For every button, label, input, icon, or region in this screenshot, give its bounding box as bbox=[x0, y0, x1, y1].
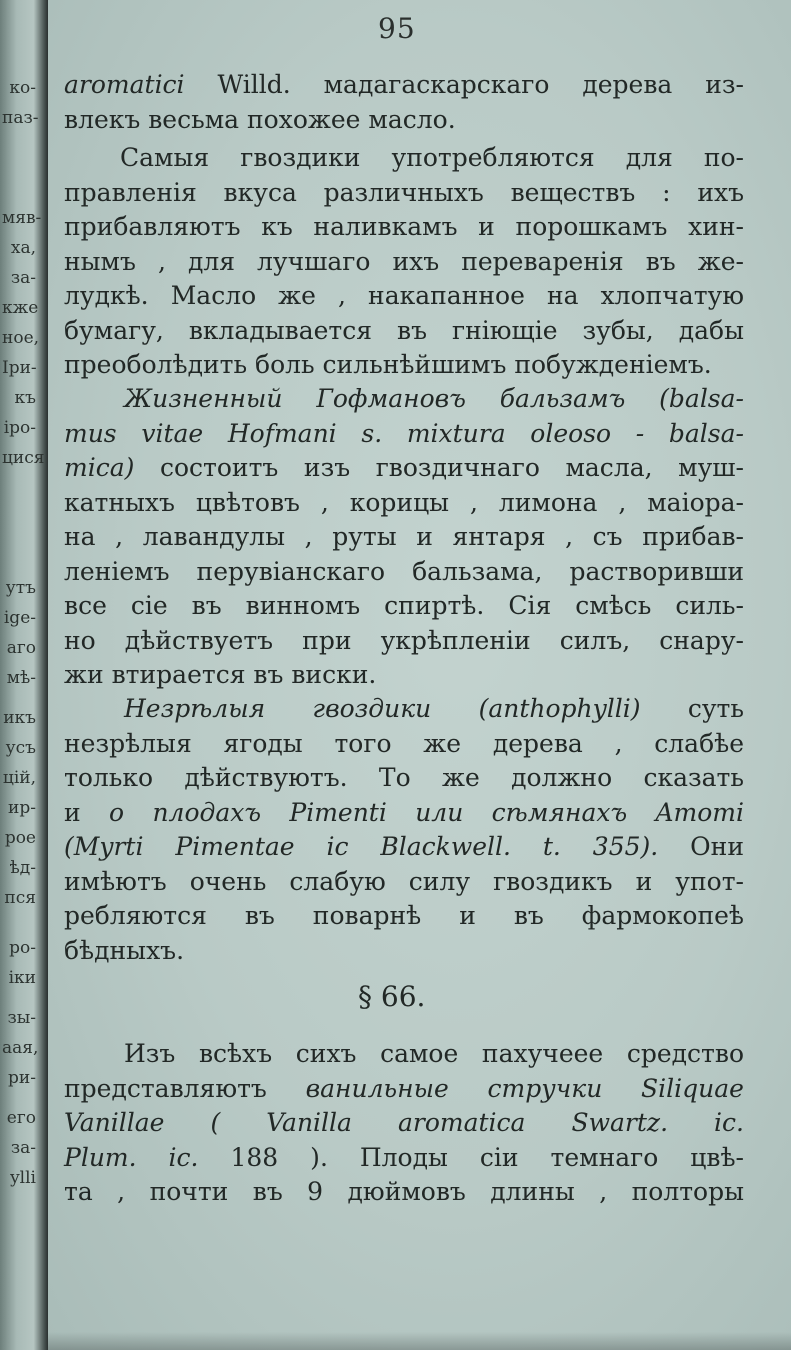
text-line: леніемъ перувіанскаго бальзама, растворивши bbox=[64, 556, 744, 586]
margin-fragment: утъ bbox=[5, 578, 36, 598]
margin-fragment: цій, bbox=[2, 768, 36, 788]
text-run: и bbox=[64, 797, 110, 827]
latin-term: (Myrti Pimentae ic Blackwell. t. 355). bbox=[64, 832, 659, 861]
margin-fragment: зы- bbox=[7, 1008, 36, 1028]
margin-fragment: ѣд- bbox=[9, 858, 36, 878]
text-line: ребляются въ поварнѣ и въ фармокопеѣ bbox=[64, 901, 744, 930]
page-edge-shadow bbox=[48, 1332, 791, 1350]
margin-fragment: ри- bbox=[8, 1068, 36, 1088]
latin-term: aromatici bbox=[64, 70, 185, 99]
margin-fragment: къ bbox=[14, 388, 36, 408]
text-line: бумагу, вкладывается въ гніющіе зубы, дабы bbox=[64, 315, 744, 345]
margin-fragment: ное, bbox=[2, 328, 40, 348]
margin-fragment: мяв- bbox=[2, 208, 42, 228]
text-line: преоболѣдить боль сильнѣйшимъ побужденіемъ. bbox=[64, 350, 712, 379]
italic-term: о плодахъ Pimenti или сѣмянахъ Amomi bbox=[109, 797, 745, 827]
text-line bbox=[64, 830, 744, 865]
text-run: представляютъ bbox=[64, 1073, 306, 1103]
paragraph-5 bbox=[64, 1037, 744, 1210]
paragraph-3 bbox=[64, 382, 744, 693]
text-line: незрѣлыя ягоды того же дерева , слабѣе bbox=[64, 728, 744, 758]
margin-fragment: цися bbox=[2, 448, 45, 468]
margin-fragment: ige- bbox=[3, 608, 36, 628]
margin-fragment: кже bbox=[2, 298, 39, 318]
text-line: прибавляютъ къ наливкамъ и порошкамъ хин- bbox=[64, 212, 744, 241]
text-line bbox=[64, 451, 744, 486]
text-line bbox=[64, 68, 744, 103]
text-line: лудкѣ. Масло же , накапанное на хлопчатую bbox=[64, 281, 744, 310]
text-line: Самыя гвоздики употребляются для по- bbox=[120, 143, 744, 172]
text-run: состоитъ изъ гвоздичнаго масла, муш- bbox=[134, 453, 744, 482]
text-line: бѣдныхъ. bbox=[64, 935, 185, 965]
text-line: нымъ , для лучшаго ихъ переваренія въ же- bbox=[64, 246, 744, 276]
text-line: жи втирается въ виски. bbox=[64, 660, 377, 689]
text-line: правленія вкуса различныхъ веществъ : ихъ bbox=[64, 177, 744, 207]
paragraph-1 bbox=[64, 68, 744, 137]
text-line: катныхъ цвѣтовъ , корицы , лимона , маіора- bbox=[64, 487, 744, 517]
text-line bbox=[64, 796, 744, 831]
margin-fragment: ха, bbox=[10, 238, 36, 258]
text-line bbox=[64, 1141, 744, 1176]
margin-fragment: Іри- bbox=[2, 358, 37, 378]
margin-fragment: за- bbox=[10, 268, 36, 288]
text-line: Жизненный Гофмановъ бальзамъ (balsa- bbox=[124, 384, 744, 413]
italic-term: ванильные стручки Siliquae bbox=[305, 1073, 744, 1103]
left-margin-previous-page bbox=[0, 0, 48, 1350]
section-heading: § 66. bbox=[358, 980, 426, 1013]
margin-fragment: паз- bbox=[2, 108, 39, 128]
paragraph-4 bbox=[64, 692, 744, 968]
margin-fragment: усъ bbox=[5, 738, 36, 758]
text-line: та , почти въ 9 дюймовъ длины , полторы bbox=[64, 1177, 744, 1206]
margin-fragment: мѣ- bbox=[6, 668, 36, 688]
text-line: все сіе въ винномъ спиртѣ. Сія смѣсь силь- bbox=[64, 591, 744, 620]
margin-fragment: аая, bbox=[2, 1038, 39, 1058]
italic-term: Незрѣлыя гвоздики (anthophylli) bbox=[124, 694, 641, 723]
margin-fragment: ро- bbox=[9, 938, 36, 958]
margin-fragment: его bbox=[6, 1108, 36, 1128]
margin-fragment: ко- bbox=[9, 78, 36, 98]
text-line: на , лавандулы , руты и янтаря , съ прибав- bbox=[64, 522, 744, 551]
text-line bbox=[64, 103, 744, 138]
page-number: 95 bbox=[378, 12, 416, 45]
paragraph-2 bbox=[64, 141, 744, 383]
margin-fragment: пся bbox=[4, 888, 36, 908]
text-line: имѣютъ очень слабую силу гвоздикъ и упот- bbox=[64, 866, 744, 896]
text-line: но дѣйствуетъ при укрѣпленіи силъ, снару- bbox=[64, 625, 744, 655]
text-run: Они bbox=[658, 832, 744, 861]
text-line: только дѣйствуютъ. То же должно сказать bbox=[64, 763, 744, 792]
margin-fragment: іки bbox=[8, 968, 36, 988]
latin-term: Plum. ic. bbox=[64, 1142, 231, 1172]
margin-fragment: аго bbox=[6, 638, 36, 658]
text-run: 188 ). Плоды сіи темнаго цвѣ- bbox=[230, 1142, 744, 1172]
text-line: Vanillae ( Vanilla aromatica Swartz. ic. bbox=[64, 1108, 744, 1137]
margin-fragment: рое bbox=[4, 828, 36, 848]
text-line: Изъ всѣхъ сихъ самое пахучеее средство bbox=[124, 1039, 744, 1068]
latin-term: mica) bbox=[64, 453, 135, 482]
text-run: влекъ весьма похожее масло. bbox=[64, 104, 456, 134]
margin-fragment: икъ bbox=[3, 708, 36, 728]
text-line: mus vitae Hofmani s. mixtura oleoso - balsa- bbox=[64, 418, 744, 448]
margin-fragment: іро- bbox=[3, 418, 36, 438]
margin-fragment: ylli bbox=[10, 1168, 36, 1188]
text-line bbox=[64, 1072, 744, 1107]
margin-fragment: за- bbox=[10, 1138, 36, 1158]
margin-fragment: ир- bbox=[8, 798, 36, 818]
text-run: Willd. мадагаскарскаго дерева из- bbox=[184, 70, 744, 99]
text-line bbox=[64, 692, 744, 727]
text-run: суть bbox=[640, 694, 744, 723]
